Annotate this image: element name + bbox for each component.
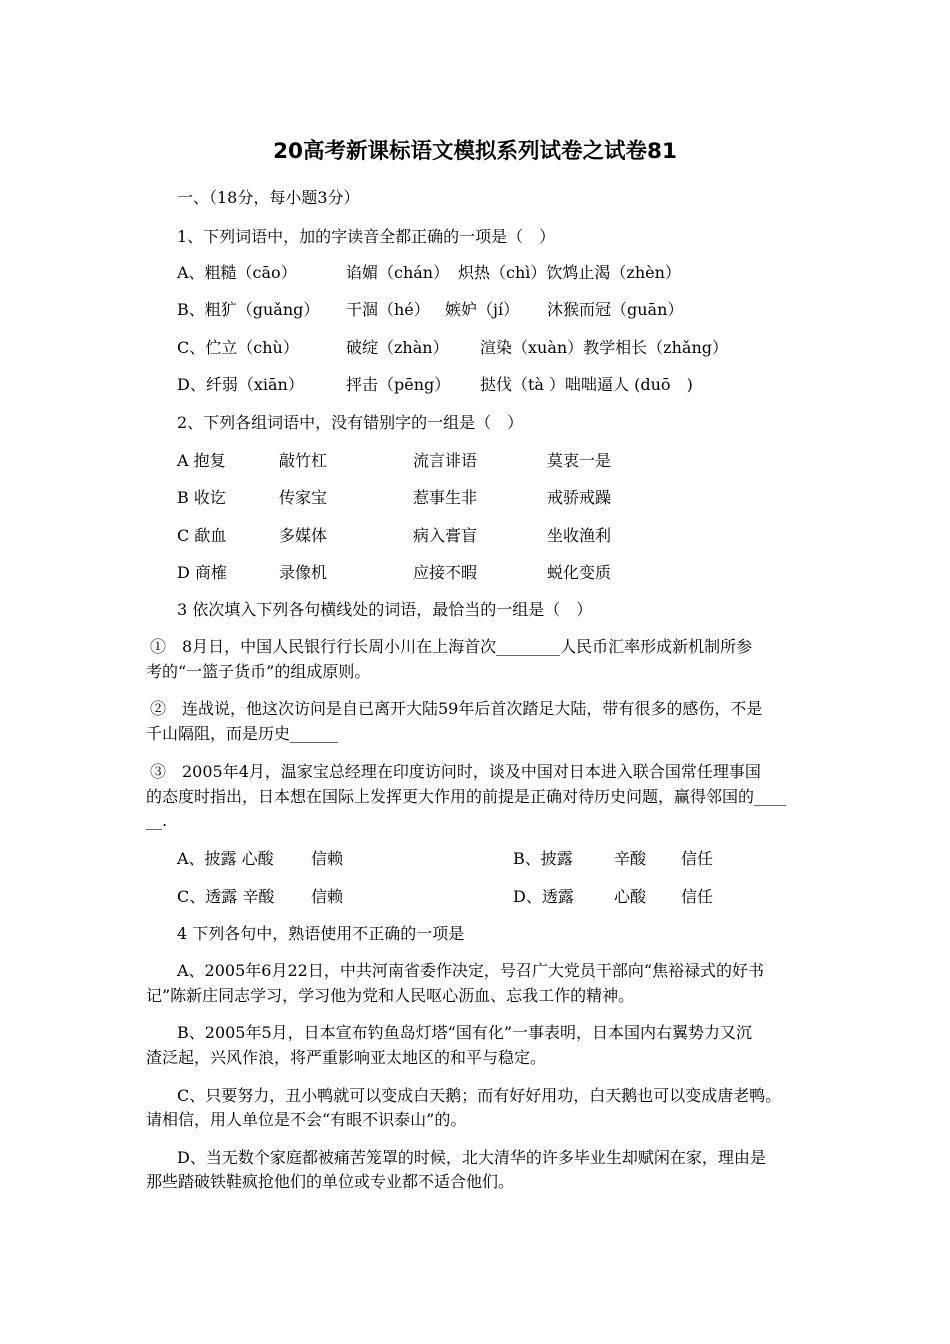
q1-option-c-1: C、伫立（chù） [177, 338, 299, 357]
q4-option-d-line-1: D、当无数个家庭都被痛苦笼罩的时候，北大清华的许多毕业生却赋闲在家，理由是 [177, 1148, 766, 1167]
q1-option-d-1: D、纤弱（xiān） [177, 375, 304, 394]
q1-option-c-2: 破绽（zhàn） [346, 338, 449, 357]
q2-row-d-2: 录像机 [279, 563, 328, 582]
q2-row-c-1: C 歃血 [177, 526, 227, 545]
q3-option-a-1: A、披露 心酸 [177, 849, 274, 868]
q2-row-a-3: 流言诽语 [413, 451, 478, 470]
q4-option-a-line-1: A、2005年6月22日，中共河南省委作决定，号召广大党员干部向“焦裕禄式的好书 [177, 961, 764, 980]
q2-row-a-1: A 抱复 [177, 451, 226, 470]
q4-option-d-line-2: 那些踏破铁鞋疯抢他们的单位或专业都不适合他们。 [146, 1172, 515, 1191]
q3-sentence-1-line-1: ① 8月日，中国人民银行行长周小川在上海首次________人民币汇率形成新机制所参 [150, 637, 753, 656]
q3-option-b-3: 信任 [681, 849, 714, 868]
q3-option-c-1: C、透露 辛酸 [177, 887, 275, 906]
q4-option-b-line-1: B、2005年5月，日本宣布钓鱼岛灯塔“国有化”一事表明，日本国内右翼势力又沉 [177, 1023, 753, 1042]
q3-sentence-3-line-1: ③ 2005年4月，温家宝总经理在印度访问时，谈及中国对日本进入联合国常任理事国 [150, 762, 761, 781]
q3-option-d-3: 信任 [681, 887, 714, 906]
q2-row-a-4: 莫衷一是 [547, 451, 612, 470]
question-2-stem: 2、下列各组词语中，没有错别字的一组是（ ） [177, 413, 524, 432]
question-3-stem: 3 依次填入下列各句横线处的词语，最恰当的一组是（ ） [177, 600, 593, 619]
q4-option-a-line-2: 记”陈新庄同志学习，学习他为党和人民呕心沥血、忘我工作的精神。 [146, 986, 635, 1005]
q2-row-d-3: 应接不暇 [413, 563, 478, 582]
page-title: 20高考新课标语文模拟系列试卷之试卷81 [273, 139, 677, 164]
q2-row-d-4: 蜕化变质 [547, 563, 612, 582]
q3-sentence-1-line-2: 考的“一篮子货币”的组成原则。 [146, 662, 371, 681]
q2-row-c-4: 坐收渔利 [547, 526, 612, 545]
q2-row-c-3: 病入膏盲 [413, 526, 478, 545]
q3-sentence-3-line-2: 的态度时指出，日本想在国际上发挥更大作用的前提是正确对待历史问题，赢得邻国的____ [146, 787, 787, 806]
q2-row-b-3: 惹事生非 [413, 488, 478, 507]
question-4-stem: 4 下列各句中，熟语使用不正确的一项是 [177, 924, 465, 943]
section-header: 一、（18分，每小题3分） [177, 188, 360, 207]
q2-row-d-1: D 商榷 [177, 563, 227, 582]
q3-sentence-2-line-2: 千山隔阻，而是历史______ [146, 724, 339, 743]
q3-sentence-3-line-3: __. [146, 811, 168, 830]
q3-option-d-2: 心酸 [614, 887, 647, 906]
q1-option-c-3: 渲染（xuàn）教学相长（zhǎng） [480, 338, 728, 357]
q4-option-c-line-2: 请相信，用人单位是不会“有眼不识泰山”的。 [146, 1110, 467, 1129]
q3-option-a-2: 信赖 [311, 849, 344, 868]
q1-option-b-4: 沐猴而冠（guān） [547, 300, 684, 319]
q1-option-b-3: 嫉妒（jí） [445, 300, 520, 319]
q2-row-a-2: 敲竹杠 [279, 451, 328, 470]
q1-option-b-2: 干涸（hé） [346, 300, 430, 319]
q3-option-b-2: 辛酸 [614, 849, 647, 868]
q3-option-d-1: D、透露 [513, 887, 574, 906]
q3-sentence-2-line-1: ② 连战说，他这次访问是自已离开大陆59年后首次踏足大陆，带有很多的感伤，不是 [150, 699, 763, 718]
q3-option-c-2: 信赖 [311, 887, 344, 906]
q1-option-a-2: 谄媚（chán） [346, 263, 450, 282]
q1-option-d-2: 抨击（pēng） [346, 375, 451, 394]
q2-row-b-1: B 收讫 [177, 488, 226, 507]
q3-option-b-1: B、披露 [513, 849, 573, 868]
q4-option-c-line-1: C、只要努力，丑小鸭就可以变成白天鹅；而有好好用功，白天鹅也可以变成唐老鸭。 [177, 1086, 782, 1105]
q2-row-b-2: 传家宝 [279, 488, 328, 507]
q1-option-a-1: A、粗糙（cāo） [177, 263, 297, 282]
q1-option-d-3: 挞伐（tà ）咄咄逼人 (duō ) [480, 375, 693, 394]
q2-row-b-4: 戒骄戒躁 [547, 488, 612, 507]
question-1-stem: 1、下列词语中，加的字读音全都正确的一项是（ ） [177, 227, 556, 246]
q4-option-b-line-2: 渣泛起，兴风作浪，将严重影响亚太地区的和平与稳定。 [146, 1048, 547, 1067]
q2-row-c-2: 多媒体 [279, 526, 328, 545]
q1-option-b-1: B、粗犷（guǎng） [177, 300, 320, 319]
q1-option-a-3: 炽热（chì）饮鸩止渴（zhèn） [458, 263, 681, 282]
